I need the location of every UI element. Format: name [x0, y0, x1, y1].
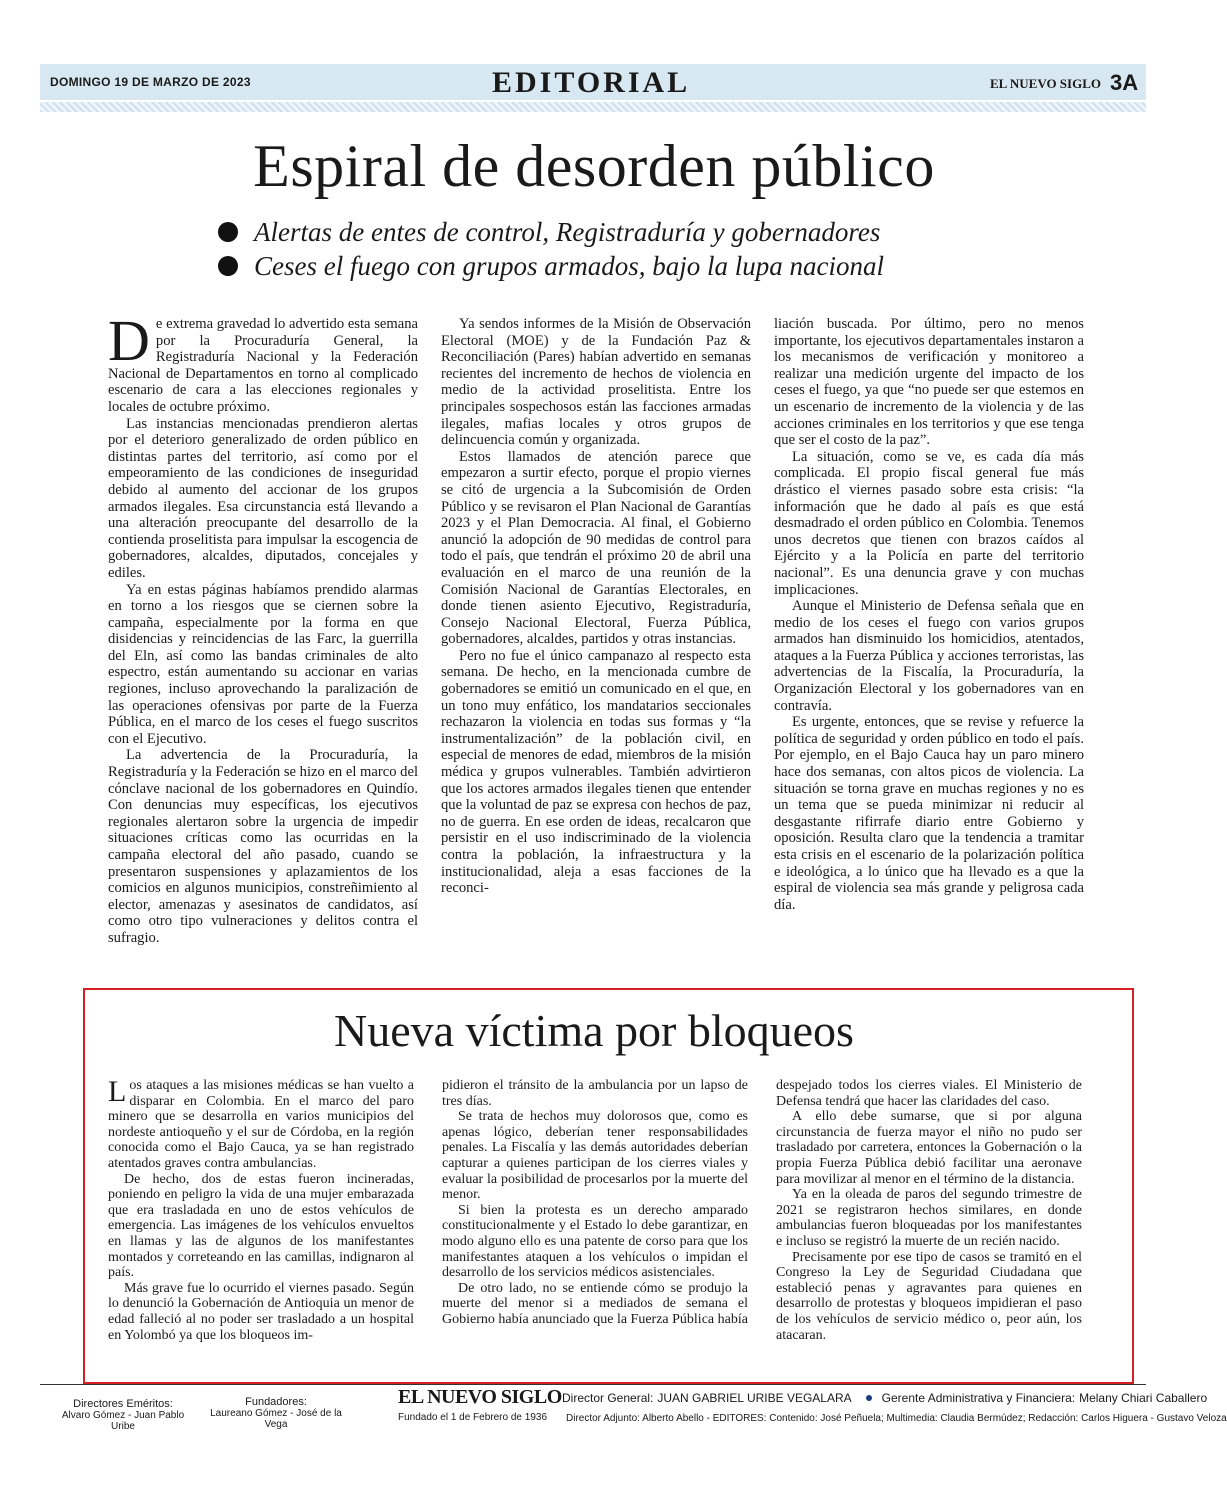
secondary-column-2: [442, 1078, 748, 1343]
issue-date: DOMINGO 19 DE MARZO DE 2023: [50, 75, 251, 89]
subhead-text: Alertas de entes de control, Registraduría y gobernadores: [254, 216, 881, 247]
founded-date: Fundado el 1 de Febrero de 1936: [398, 1412, 547, 1423]
manager-label: Gerente Administrativa y Financiera:: [881, 1391, 1076, 1405]
founders-label: Fundadores:: [245, 1396, 307, 1408]
founders: [206, 1396, 346, 1430]
editorial-column-3: [774, 316, 1084, 947]
paragraph: Es urgente, entonces, que se revise y refuerce la política de seguridad y orden público en todo el país. Por ejemplo, en el Bajo Cauca hay un paro minero hace dos semanas, con altos picos de violencia. La situación se torna grave en muchas regiones y no es un tema que se pueda minimizar ni reducir al desgastante rifirrafe diario entre Gobierno y oposición. Resulta claro que la tendencia a tramitar esta crisis en el escenario de la polarización política e ideológica, a lo único que ha llevado es a que la espiral de violencia sea más grande y peligrosa cada día.: [774, 714, 1084, 913]
paragraph: Se trata de hechos muy dolorosos que, como es apenas lógico, deberían tener responsabilidades penales. La Fiscalía y las demás autoridades deberían capturar a quienes participan de los cierres viales y evaluar la posibilidad de procesarlos por la muerte del menor.: [442, 1109, 748, 1203]
subhead-item: [218, 249, 884, 283]
paragraph: liación buscada. Por último, pero no menos importante, los ejecutivos departamentales instaron a los mecanismos de verificación y monitoreo a realizar una medición urgente del impacto de los ceses el fuego, ya que “no puede ser que estemos en un escenario de incremento de la violencia y de las acciones criminales en los territorios y que ese tenga que ser el costo de la paz”.: [774, 316, 1084, 449]
paragraph: La situación, como se ve, es cada día más complicada. El propio fiscal general fue más drástico el viernes pasado sobre esta crisis: “la información que he dado al país es que está desmadrado el orden público en Colombia. Tenemos unos decretos que tienen con brazos caídos al Ejército y a la Policía en parte del territorio nacional”. Es una denuncia grave y con muchas implicaciones.: [774, 448, 1084, 598]
paragraph: Ya en la oleada de paros del segundo trimestre de 2021 se registraron hechos similares, en donde ambulancias fueron bloqueadas por los manifestantes e incluso se registró la muerte de un recién nacido.: [776, 1187, 1082, 1249]
footer-rule: [40, 1384, 1146, 1385]
header-band-pattern: [40, 102, 1146, 112]
subhead-item: [218, 215, 884, 249]
footer-logo: EL NUEVO SIGLO: [398, 1386, 562, 1408]
director-label: Director General:: [562, 1391, 654, 1405]
editorial-body: [108, 308, 1084, 947]
paragraph: A ello debe sumarse, que si por alguna circunstancia de fuerza mayor el niño no pudo ser trasladado por carretera, entonces la Gobernación o la propia Fuerza Pública debió facilitar una aeronave para movilizar al menor en el término de la distancia.: [776, 1109, 1082, 1187]
paragraph: La advertencia de la Procuraduría, la Registraduría y la Federación se hizo en el marco del cónclave nacional de los gobernadores en Quindío. Con denuncias muy específicas, los ejecutivos regionales alertaron sobre la urgencia de impedir situaciones críticas como las ocurridas en la campaña electoral del año pasado, cuando se presentaron suspensiones y aplazamientos de los comicios en algunos municipios, constreñimiento al elector, amenazas y asesinatos de candidatos, así como otro tipo vulneraciones y delitos contra el sufragio.: [108, 747, 418, 946]
director-line: [562, 1391, 1207, 1405]
editorial-column-1: [108, 308, 418, 947]
paragraph: De hecho, dos de estas fueron incineradas, poniendo en peligro la vida de una mujer embarazada que era trasladada en uno de estos vehículos de emergencia. Las imágenes de los vehículos envueltos en llamas y las de algunos de los manifestantes montados y correteando en las camillas, indignaron al país.: [108, 1171, 414, 1281]
paragraph: Aunque el Ministerio de Defensa señala que en medio de los ceses el fuego con varios grupos armados han disminuido los homicidios, atentados, ataques a la Fuerza Pública y acciones terroristas, las advertencias de la Fiscalía, la Procuraduría, la Organización Electoral y los gobernadores van en contravía.: [774, 598, 1084, 714]
emeritus-names: Alvaro Gómez - Juan Pablo Uribe: [61, 1410, 185, 1432]
bullet-dot-icon: [218, 222, 238, 242]
director-name: JUAN GABRIEL URIBE VEGALARA: [657, 1391, 852, 1405]
drop-cap: D: [108, 308, 150, 373]
drop-cap: L: [108, 1075, 127, 1108]
manager-name: Melany Chiari Caballero: [1079, 1391, 1208, 1405]
secondary-body: [108, 1075, 1082, 1343]
secondary-column-1: [108, 1075, 414, 1343]
paragraph: De otro lado, no se entiende cómo se produjo la muerte del menor si a mediados de semana el Gobierno había anunciado que la Fuerza Pública había: [442, 1280, 748, 1327]
paragraph: Precisamente por ese tipo de casos se tramitó en el Congreso la Ley de Seguridad Ciudadana que estableció penas y agravantes para quienes en desarrollo de protestas y bloqueos impidieran el paso de los vehículos de servicio médico o, peor aún, los atacaran.: [776, 1249, 1082, 1343]
paragraph: Más grave fue lo ocurrido el viernes pasado. Según lo denunció la Gobernación de Antioquia un menor de edad falleció al no poder ser trasladado a un hospital en Yolombó ya que los bloqueos im-: [108, 1280, 414, 1343]
editorial-column-2: [441, 316, 751, 947]
emeritus-label: Directores Eméritos:: [73, 1398, 173, 1410]
paragraph: Ya sendos informes de la Misión de Observación Electoral (MOE) y de la Fundación Paz & Reconciliación (Pares) habían advertido en semanas recientes del incremento de hechos de violencia en medio de la actividad proselitista. Entre los principales sospechosos están las facciones armadas ilegales, mafias locales y otros grupos de delincuencia común y organizada.: [441, 316, 751, 449]
subhead-text: Ceses el fuego con grupos armados, bajo la lupa nacional: [254, 250, 884, 281]
emeritus-directors: [58, 1398, 188, 1432]
secondary-column-3: [776, 1078, 1082, 1343]
separator-dot-icon: [866, 1395, 872, 1401]
paragraph: Las instancias mencionadas prendieron alertas por el deterioro generalizado de orden público en distintas partes del territorio, así como por el empeoramiento de las condiciones de inseguridad debido al aumento del accionar de los grupos armados ilegales. Esa circunstancia está llevando a una alteración preocupante del desarrollo de la contienda proselitista para impulsar la escogencia de gobernadores, alcaldes, diputados, concejales y ediles.: [108, 415, 418, 581]
editorial-subheads: [218, 215, 884, 283]
newspaper-brand: EL NUEVO SIGLO: [990, 76, 1101, 91]
secondary-headline: Nueva víctima por bloqueos: [334, 1005, 854, 1056]
editors-line: Director Adjunto: Alberto Abello - EDITORES: Contenido: José Peñuela; Multimedia: Claudia Bermúdez; Redacción: Carlos Higuera - Gustavo Veloza: [566, 1413, 1227, 1424]
founders-names: Laureano Gómez - José de la Vega: [210, 1408, 342, 1430]
section-title: EDITORIAL: [492, 66, 691, 99]
paragraph: De extrema gravedad lo advertido esta semana por la Procuraduría General, la Registraduría Nacional y la Federación Nacional de Departamentos en torno al complicado escenario de cara a las elecciones regionales y locales de octubre próximo.: [108, 308, 418, 415]
editorial-headline: Espiral de desorden público: [253, 133, 935, 199]
paragraph: Estos llamados de atención parece que empezaron a surtir efecto, porque el propio viernes se citó de urgencia a la Subcomisión de Orden Público y se revisaron el Plan Nacional de Garantías 2023 y el Plan Democracia. Al final, el Gobierno anunció la adopción de 90 medidas de control para todo el país, que tendrán el próximo 20 de abril una evaluación en el marco de una reunión de la Comisión Nacional de Garantías Electorales, en donde tienen asiento Ejecutivo, Registraduría, Consejo Nacional Electoral, Fuerza Pública, gobernadores, alcaldes, partidos y otras instancias.: [441, 448, 751, 648]
paragraph: despejado todos los cierres viales. El Ministerio de Defensa tendrá que hacer las claridades del caso.: [776, 1078, 1082, 1109]
paragraph: Ya en estas páginas habíamos prendido alarmas en torno a los riesgos que se ciernen sobre la campaña, especialmente por la forma en que disidencias y reincidencias de las Farc, la guerrilla del Eln, así como las bandas criminales de alto espectro, están aumentando su accionar en varias regiones, incluso aprovechando la paralización de las operaciones ofensivas por parte de la Fuerza Pública, en el marco de los ceses el fuego suscritos con el Ejecutivo.: [108, 581, 418, 747]
paragraph: Pero no fue el único campanazo al respecto esta semana. De hecho, en la mencionada cumbre de gobernadores se emitió un comunicado en el que, en un tono muy enfático, los mandatarios seccionales rechazaron la violencia en todas sus formas y “la instrumentalización” de la población civil, en especial de menores de edad, miembros de la misión médica y grupos vulnerables. También advirtieron que los actores armados ilegales tienen que entender que la voluntad de paz se expresa con hechos de paz, no de guerra. En ese orden de ideas, recalcaron que persistir en el uso indiscriminado de la violencia contra la población, la infraestructura y la institucionalidad, aleja a esas facciones de la reconci-: [441, 647, 751, 897]
paragraph: pidieron el tránsito de la ambulancia por un lapso de tres días.: [442, 1078, 748, 1109]
page-header: [40, 62, 1146, 114]
page-number: 3A: [1110, 70, 1139, 95]
bullet-dot-icon: [218, 256, 238, 276]
paragraph: Si bien la protesta es un derecho amparado constitucionalmente y el Estado lo debe garantizar, en modo alguno ello es una patente de corso para que los manifestantes ataquen a los vehículos o impidan el desarrollo de los servicios médicos asistenciales.: [442, 1202, 748, 1281]
paragraph: Los ataques a las misiones médicas se han vuelto a disparar en Colombia. En el marco del paro minero que se desarrolla en varios municipios del nordeste antioqueño y el sur de Córdoba, en la región conocida como el Bajo Cauca, ya se han registrado atentados graves contra ambulancias.: [108, 1075, 414, 1171]
